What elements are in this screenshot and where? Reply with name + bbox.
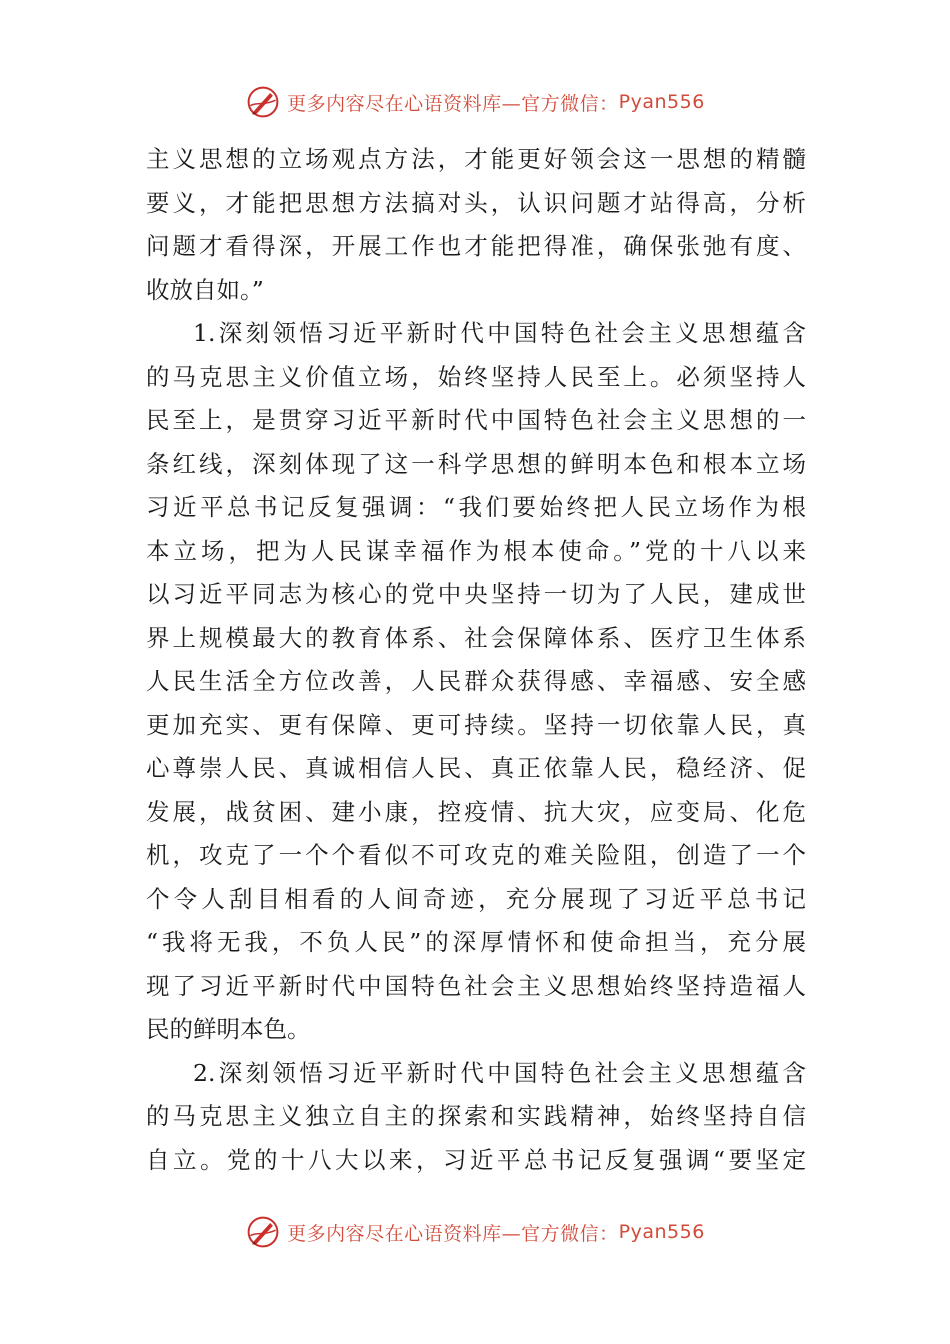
text-line: 发展，战贫困、建小康，控疫情、抗大灾，应变局、化危 [146, 797, 806, 826]
pen-logo-icon [245, 1214, 281, 1250]
text-line: 界上规模最大的教育体系、社会保障体系、医疗卫生体系 [146, 623, 806, 652]
text-line: 个令人刮目相看的人间奇迹，充分展现了习近平总书记 [146, 884, 806, 913]
text-line: 条红线，深刻体现了这一科学思想的鲜明本色和根本立场 [146, 449, 806, 478]
text-line: 心尊崇人民、真诚相信人民、真正依靠人民，稳经济、促 [146, 754, 806, 782]
text-line: 的马克思主义价值立场，始终坚持人民至上。必须坚持人 [146, 362, 806, 391]
text-line: 要义，才能把思想方法搞对头，认识问题才站得高，分析 [146, 188, 806, 217]
text-line: 更加充实、更有保障、更可持续。坚持一切依靠人民，真 [146, 710, 806, 739]
text-line: “我将无我，不负人民”的深厚情怀和使命担当，充分展 [146, 928, 806, 956]
header-watermark [0, 82, 950, 122]
watermark-wechat-id: Pyan556 [618, 91, 705, 113]
text-line: 民的鲜明本色。 [146, 1015, 311, 1043]
text-line: 以习近平同志为核心的党中央坚持一切为了人民，建成世 [146, 580, 806, 608]
text-line: 本立场，把为人民谋幸福作为根本使命。”党的十八以来 [146, 536, 806, 565]
text-line: 现了习近平新时代中国特色社会主义思想始终坚持造福人 [146, 971, 806, 1000]
footer-watermark [0, 1212, 950, 1252]
text-line: 自立。党的十八大以来，习近平总书记反复强调“要坚定 [146, 1145, 806, 1174]
text-line: 的马克思主义独立自主的探索和实践精神，始终坚持自信 [146, 1102, 806, 1130]
text-line: 习近平总书记反复强调：“我们要始终把人民立场作为根 [146, 493, 806, 521]
text-line: 人民生活全方位改善，人民群众获得感、幸福感、安全感 [146, 667, 806, 695]
watermark-text: 更多内容尽在心语资料库—官方微信： [287, 92, 619, 115]
text-line: 1.深刻领悟习近平新时代中国特色社会主义思想蕴含 [193, 319, 806, 347]
document-body [146, 138, 806, 1182]
watermark-text: 更多内容尽在心语资料库—官方微信： [287, 1222, 619, 1245]
text-line: 机，攻克了一个个看似不可攻克的难关险阻，创造了一个 [146, 841, 806, 869]
text-line: 2.深刻领悟习近平新时代中国特色社会主义思想蕴含 [193, 1058, 806, 1087]
pen-logo-icon [245, 84, 281, 120]
text-line: 民至上，是贯穿习近平新时代中国特色社会主义思想的一 [146, 406, 806, 434]
watermark-wechat-id: Pyan556 [618, 1221, 705, 1243]
text-line: 主义思想的立场观点方法，才能更好领会这一思想的精髓 [146, 145, 806, 173]
text-line: 收放自如。” [146, 275, 264, 304]
text-line: 问题才看得深，开展工作也才能把得准，确保张弛有度、 [146, 232, 806, 260]
